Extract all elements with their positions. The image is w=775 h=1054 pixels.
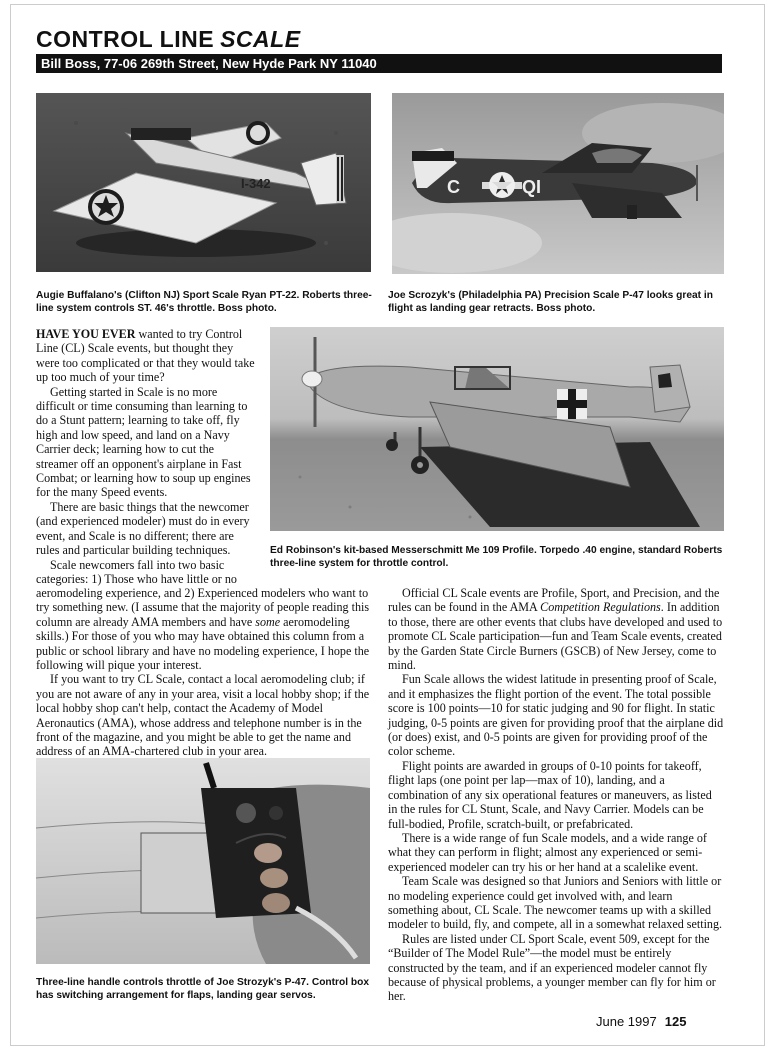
- article-paragraph: Scale newcomers fall into two basic categories: 1) Those who have little or no: [36, 557, 237, 586]
- article-paragraph: HAVE YOU EVER wanted to try Control Line (CL) Scale events, but thought they were too complicated or that they would take up too much of your time?: [36, 327, 255, 385]
- pt22-tail-number: I-342: [241, 176, 271, 191]
- caption-me109: Ed Robinson's kit-based Messerschmitt Me 109 Profile. Torpedo .40 engine, standard Roberts three-line system for throttle control.: [270, 545, 723, 569]
- article-paragraph: Fun Scale allows the widest latitude in presenting proof of Scale, and it emphasizes the flight portion of the event. The total possible score is 100 points—10 for static judging and 90 for flight. In static judging, 0-5 points are given for providing proof that the airplane did (or does) exist, and 0-5 points are given for providing proof of the color scheme.: [388, 672, 724, 759]
- issue-date: June 1997: [596, 1014, 657, 1029]
- article-column-intro: [36, 327, 258, 586]
- author-address-bar: Bill Boss, 77-06 269th Street, New Hyde Park NY 11040: [36, 54, 722, 73]
- p47-code-right: QI: [522, 177, 542, 197]
- article-paragraph: There are basic things that the newcomer (and experienced modeler) must do in every event, and Scale is no different; there are rules and particular building techniques.: [36, 499, 250, 558]
- page-footer: [596, 1014, 686, 1029]
- photo-control-handle: [36, 758, 370, 964]
- article-paragraph: There is a wide range of fun Scale models, and a wide range of what they can perform in flight; almost any experienced or semi-experienced modeler can try his or her hand at a scalelike event.: [388, 830, 707, 874]
- article-column-right: [388, 586, 724, 1004]
- column-title: [36, 26, 301, 53]
- article-paragraph: aeromodeling experience, and 2) Experienced modelers who want to try something new. (I assume that the majority of people reading this column are already AMA members and have some aeromodeling skills.) For those of you who may have obtained this column from a public or school library and have no modeling experience, I hope the following will pique your interest.: [36, 586, 370, 673]
- caption-p47: Joe Scrozyk's (Philadelphia PA) Precision Scale P-47 looks great in flight as landing gear retracts. Boss photo.: [388, 290, 713, 314]
- photo-p47: [392, 93, 724, 274]
- photo-ryan-pt22: [36, 93, 371, 272]
- title-control-line: CONTROL LINE: [36, 26, 215, 52]
- title-scale: SCALE: [220, 26, 301, 52]
- article-paragraph: Flight points are awarded in groups of 0-10 points for takeoff, flight laps (one point per lap—max of 10), landing, and a combination of any six operational features or maneuvers, as listed in the rules for CL Stunt, Scale, and Navy Carrier. Models can be full-bodied, Profile, scratch-built, or prefabricated.: [388, 758, 712, 831]
- article-paragraph: If you want to try CL Scale, contact a local aeromodeling club; if you are not aware of any in your area, visit a local hobby shop; if the local hobby shop can't help, contact the Academy of Model Aeronautics (AMA), whose address and telephone number is in the front of the magazine, and you might be able to get the name and address of an AMA-chartered club in your area.: [36, 672, 370, 759]
- caption-control-handle: Three-line handle controls throttle of Joe Strozyk's P-47. Control box has switching arrangement for flaps, landing gear servos.: [36, 977, 369, 1001]
- article-paragraph: Rules are listed under CL Sport Scale, event 509, except for the “Builder of The Model Rule”—the model must be entirely constructed by the team, and if an experienced modeler cannot fly because of physical problems, a younger member can fly for him or her.: [388, 931, 716, 1004]
- page-number: 125: [664, 1014, 687, 1029]
- p47-code-left: C: [447, 177, 460, 197]
- article-paragraph: Team Scale was designed so that Juniors and Seniors with little or no modeling experience could get involved with, and learn something about, CL Scale. The newcomer teams up with a skilled modeler to build, fly, and compete, all in a somewhat relaxed setting.: [388, 874, 723, 932]
- photo-me109: [270, 327, 724, 531]
- article-column-left: [36, 586, 376, 759]
- caption-pt22: Augie Buffalano's (Clifton NJ) Sport Scale Ryan PT-22. Roberts three-line system controls ST. 46's throttle. Boss photo.: [36, 290, 372, 314]
- article-paragraph: Official CL Scale events are Profile, Sport, and Precision, and the rules can be found in the AMA Competition Regulations. In addition to those, there are other events that clubs have developed and used to promote CL Scale participation—fun and Team Scale events, created by the Garden State Circle Burners (GSCB) of New Jersey, come to mind.: [388, 586, 723, 673]
- article-paragraph: Getting started in Scale is no more difficult or time consuming than learning to do a Stunt pattern; learning to take off, fly high and low speed, and land on a Navy Carrier deck; learning how to cut the streamer off an opponent's airplane in Fast Combat; or learning how to soup up engines for the many Speed events.: [36, 384, 251, 500]
